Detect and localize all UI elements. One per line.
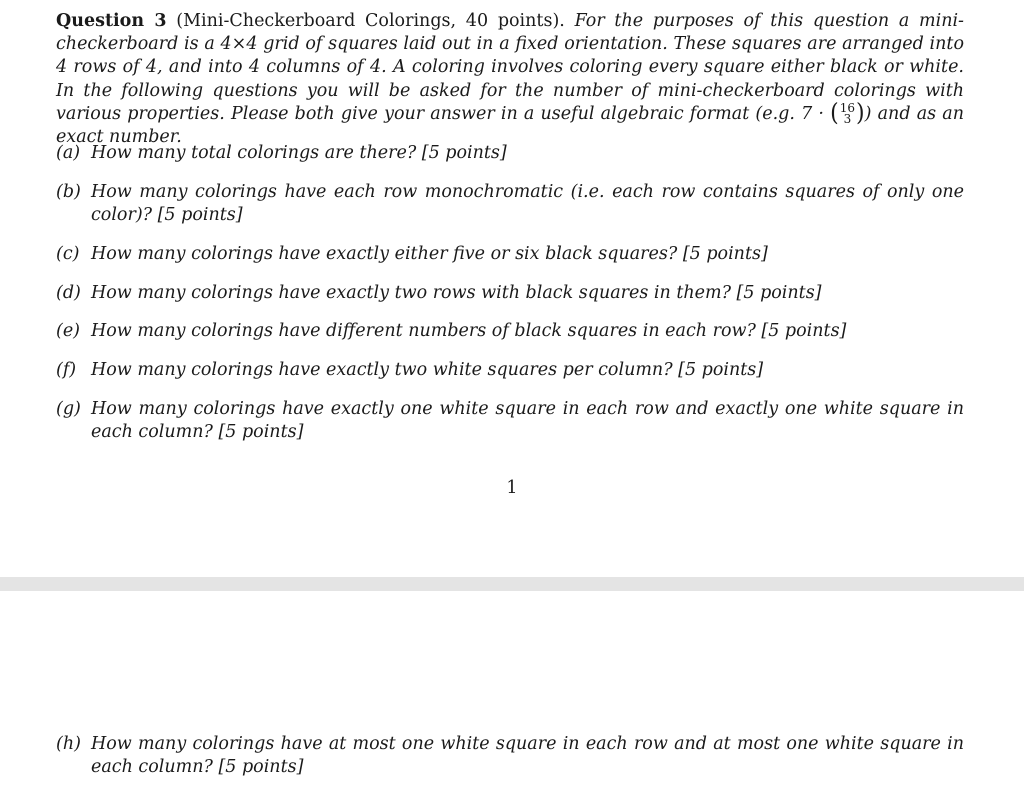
part-text: How many colorings have at most one white square in each row and at most one white square in each column? [5 points]	[91, 734, 964, 778]
part-label: (h)	[56, 734, 81, 754]
question-part-d	[56, 282, 964, 305]
part-text: How many total colorings are there? [5 points]	[91, 143, 507, 163]
question-body-text: For the purposes of this question a mini-checkerboard is a 4×4 grid of squares laid out in a fixed orientation. These squares are arranged into 4 rows of 4, and into 4 columns of 4. A coloring involves coloring every square either black or white. In the following questions you will be asked for the number of mini-checkerboard colorings with various properties. Please both give your answer in a useful algebraic format (e.g. 7 ·	[56, 11, 964, 124]
part-text: How many colorings have exactly either five or six black squares? [5 points]	[91, 243, 768, 264]
part-label: (c)	[56, 243, 80, 264]
part-label: (b)	[56, 181, 81, 202]
part-text: How many colorings have each row monochromatic (i.e. each row contains squares of only one color)? [5 points]	[91, 181, 964, 225]
question-part-g	[56, 398, 964, 444]
part-label: (a)	[56, 143, 81, 163]
binom-top: 16	[839, 101, 856, 116]
question-body	[56, 11, 964, 147]
question-part-h	[56, 733, 964, 779]
part-text: How many colorings have different numbers of black squares in each row? [5 points]	[91, 321, 847, 342]
page-number: 1	[506, 478, 518, 498]
question-title: (Mini-Checkerboard Colorings, 40 points).	[176, 11, 565, 31]
question-part-a	[56, 142, 964, 165]
page-separator	[0, 577, 1024, 591]
part-text: How many colorings have exactly two white squares per column? [5 points]	[91, 360, 764, 381]
part-text: How many colorings have exactly two rows with black squares in them? [5 points]	[91, 282, 822, 303]
question-intro	[56, 10, 964, 149]
part-label: (f)	[56, 360, 77, 381]
question-part-e	[56, 320, 964, 343]
part-label: (g)	[56, 398, 81, 419]
question-parts-list	[56, 142, 964, 460]
binom-bottom: 3	[843, 112, 852, 127]
question-body-tail: ) and as an exact number.	[56, 103, 964, 148]
question-part-c	[56, 243, 964, 266]
part-label: (d)	[56, 282, 81, 303]
page-2	[0, 591, 1024, 789]
binomial-coefficient: ( 16 3 )	[830, 100, 865, 128]
part-label: (e)	[56, 321, 81, 342]
question-label: Question 3	[56, 11, 167, 31]
question-part-f	[56, 359, 964, 382]
question-part-b	[56, 181, 964, 227]
question-parts-list-page-2	[56, 733, 964, 795]
part-text: How many colorings have exactly one white square in each row and exactly one white square in each column? [5 points]	[91, 398, 964, 443]
